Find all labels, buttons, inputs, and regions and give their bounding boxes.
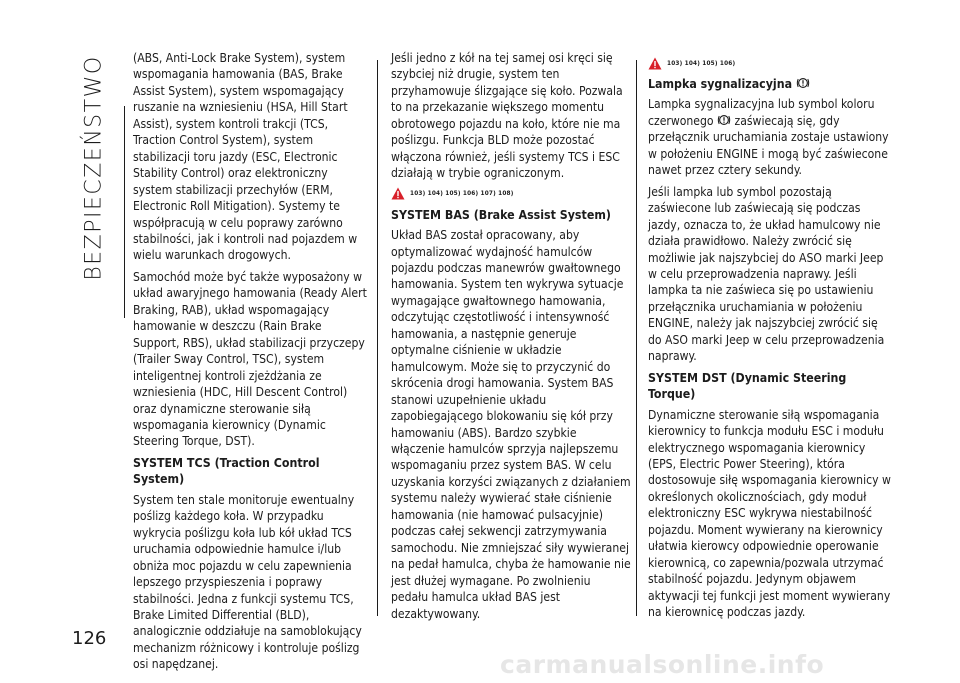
paragraph: (ABS, Anti-Lock Brake System), system wspomagania hamowania (BAS, Brake Assist System), system wspomagający ruszanie na wzniesieniu (HSA, Hill Start Assist), system kontroli trakcji (TCS, Traction Control System), system stabilizacji toru jazdy (ESC, Electronic Stability Control) oraz elektroniczny system stabilizacji przechyłów (ERM, Electronic Roll Mitigation). Systemy te współpracują w celu poprawy zarówno stabilności, jak i kontroli nad pojazdem w wielu warunkach drogowych.: [133, 51, 358, 263]
section-tab: [74, 48, 114, 288]
warning-triangle-icon: [391, 187, 405, 200]
paragraph: Samochód może być także wyposażony w układ awaryjnego hamowania (Ready Alert Braking, RAB), układ wspomagający hamowanie w deszczu (Rain Brake Support, RBS), układ stabilizacji przyczepy (Trailer Sway Control, TSC), system inteligentnej kontroli zjeżdżania ze wzniesienia (HDC, Hill Descent Control) oraz dynamiczne sterowanie siłą wspomagania kierownicy (Dynamic Steering Torque, DST).: [133, 269, 367, 449]
section-title: BEZPIECZEŃSTWO: [81, 55, 107, 281]
heading-lamp-text: Lampka sygnalizacyjna: [648, 77, 793, 91]
column-divider-1: [377, 60, 378, 616]
section-divider-line: [124, 106, 125, 318]
heading-bas: SYSTEM BAS (Brake Assist System): [391, 207, 611, 222]
column-2: [391, 50, 631, 627]
reference-numbers: 103) 104) 105) 106): [667, 58, 736, 67]
page-number: 126: [72, 628, 107, 649]
paragraph: Dynamiczne sterowanie siłą wspomagania kierownicy to funkcja modułu ESC i modułu elektrycznego wspomagania kierownicy (EPS, Electric Power Steering), która dostosowuje siłę wspomagania kierownicy w określonych okolicznościach, gdy moduł elektroniczny ESC wykrywa niestabilność pojazdu. Moment wywierany na kierownicy ułatwia kierowcy odpowiednie operowanie kierownicą, co zapewnia/pozwala utrzymać stabilność pojazdu. Jedynym objawem aktywacji tej funkcji jest moment wywierany na kierownicę podczas jazdy.: [648, 407, 891, 620]
warning-triangle-icon: [648, 57, 662, 70]
skid-lamp-icon: [717, 113, 731, 127]
heading-tcs: SYSTEM TCS (Traction Control System): [133, 455, 320, 487]
paragraph: [648, 96, 892, 178]
column-divider-2: [636, 60, 637, 616]
heading-lamp: [648, 76, 892, 92]
column-3: [648, 50, 892, 626]
paragraph-text: Lampka sygnalizacyjna lub symbol koloru czerwonego: [648, 97, 875, 128]
watermark: carmanualsonline.info: [500, 650, 825, 679]
column-1: [133, 50, 369, 678]
warning-references: [648, 56, 892, 70]
warning-references: [391, 187, 631, 201]
paragraph: System ten stale monitoruje ewentualny poślizg każdego koła. W przypadku wykrycia poślizgu koła lub kół układ TCS uruchamia odpowiednie hamulce i/lub obniża moc pojazdu w celu zapewnienia lepszego przyspieszenia i poprawy stabilności. Jedna z funkcji systemu TCS, Brake Limited Differential (BLD), analogicznie oddziałuje na samoblokujący mechanizm różnicowy i kontroluje poślizg osi napędzanej.: [133, 492, 362, 672]
paragraph: Jeśli jedno z kół na tej samej osi kręci się szybciej niż drugie, system ten przyhamowuje ślizgające się koło. Pozwala to na przekazanie większego momentu obrotowego pojazdu na koło, które nie ma poślizgu. Funkcja BLD może pozostać włączona również, jeśli systemy TCS i ESC działają w trybie ograniczonym.: [391, 51, 623, 181]
skid-lamp-icon: [796, 76, 810, 90]
paragraph-text: zaświecają się, gdy przełącznik uruchamiania zostaje ustawiony w położeniu ENGINE i mogą być zaświecone nawet przez cztery sekundy.: [648, 113, 889, 178]
paragraph: Jeśli lampka lub symbol pozostają zaświecone lub zaświecają się podczas jazdy, oznacza to, że układ hamulcowy nie działa prawidłowo. Należy zwrócić się możliwie jak najszybciej do ASO marki Jeep w celu przeprowadzenia naprawy. Jeśli lampka ta nie zaświeca się po ustawieniu przełącznika uruchamiania w położeniu ENGINE, należy jak najszybciej zwrócić się do ASO marki Jeep w celu przeprowadzenia naprawy.: [648, 184, 885, 364]
heading-dst: SYSTEM DST (Dynamic Steering Torque): [648, 370, 847, 402]
paragraph: Układ BAS został opracowany, aby optymalizować wydajność hamulców pojazdu podczas manewrów gwałtownego hamowania. System ten wykrywa sytuacje wymagające gwałtownego hamowania, odczytując częstotliwość i intensywność hamowania, a następnie generuje optymalne ciśnienie w układzie hamulcowym. Może się to przyczynić do skrócenia drogi hamowania. System BAS stanowi uzupełnienie układu zapobiegającego blokowaniu się kół przy hamowaniu (ABS). Bardzo szybkie włączenie hamulców sprzyja najlepszemu wspomaganiu przez system BAS. W celu uzyskania korzyści związanych z działaniem systemu należy wywierać stałe ciśnienie hamowania (nie hamować pulsacyjnie) podczas całej sekwencji zatrzymywania samochodu. Nie zmniejszać siły wywieranej na pedał hamulca, chyba że hamowanie nie jest dłużej wymagane. Po zwolnieniu pedału hamulca układ BAS jest dezaktywowany.: [391, 228, 631, 621]
reference-numbers: 103) 104) 105) 106) 107) 108): [410, 189, 514, 198]
